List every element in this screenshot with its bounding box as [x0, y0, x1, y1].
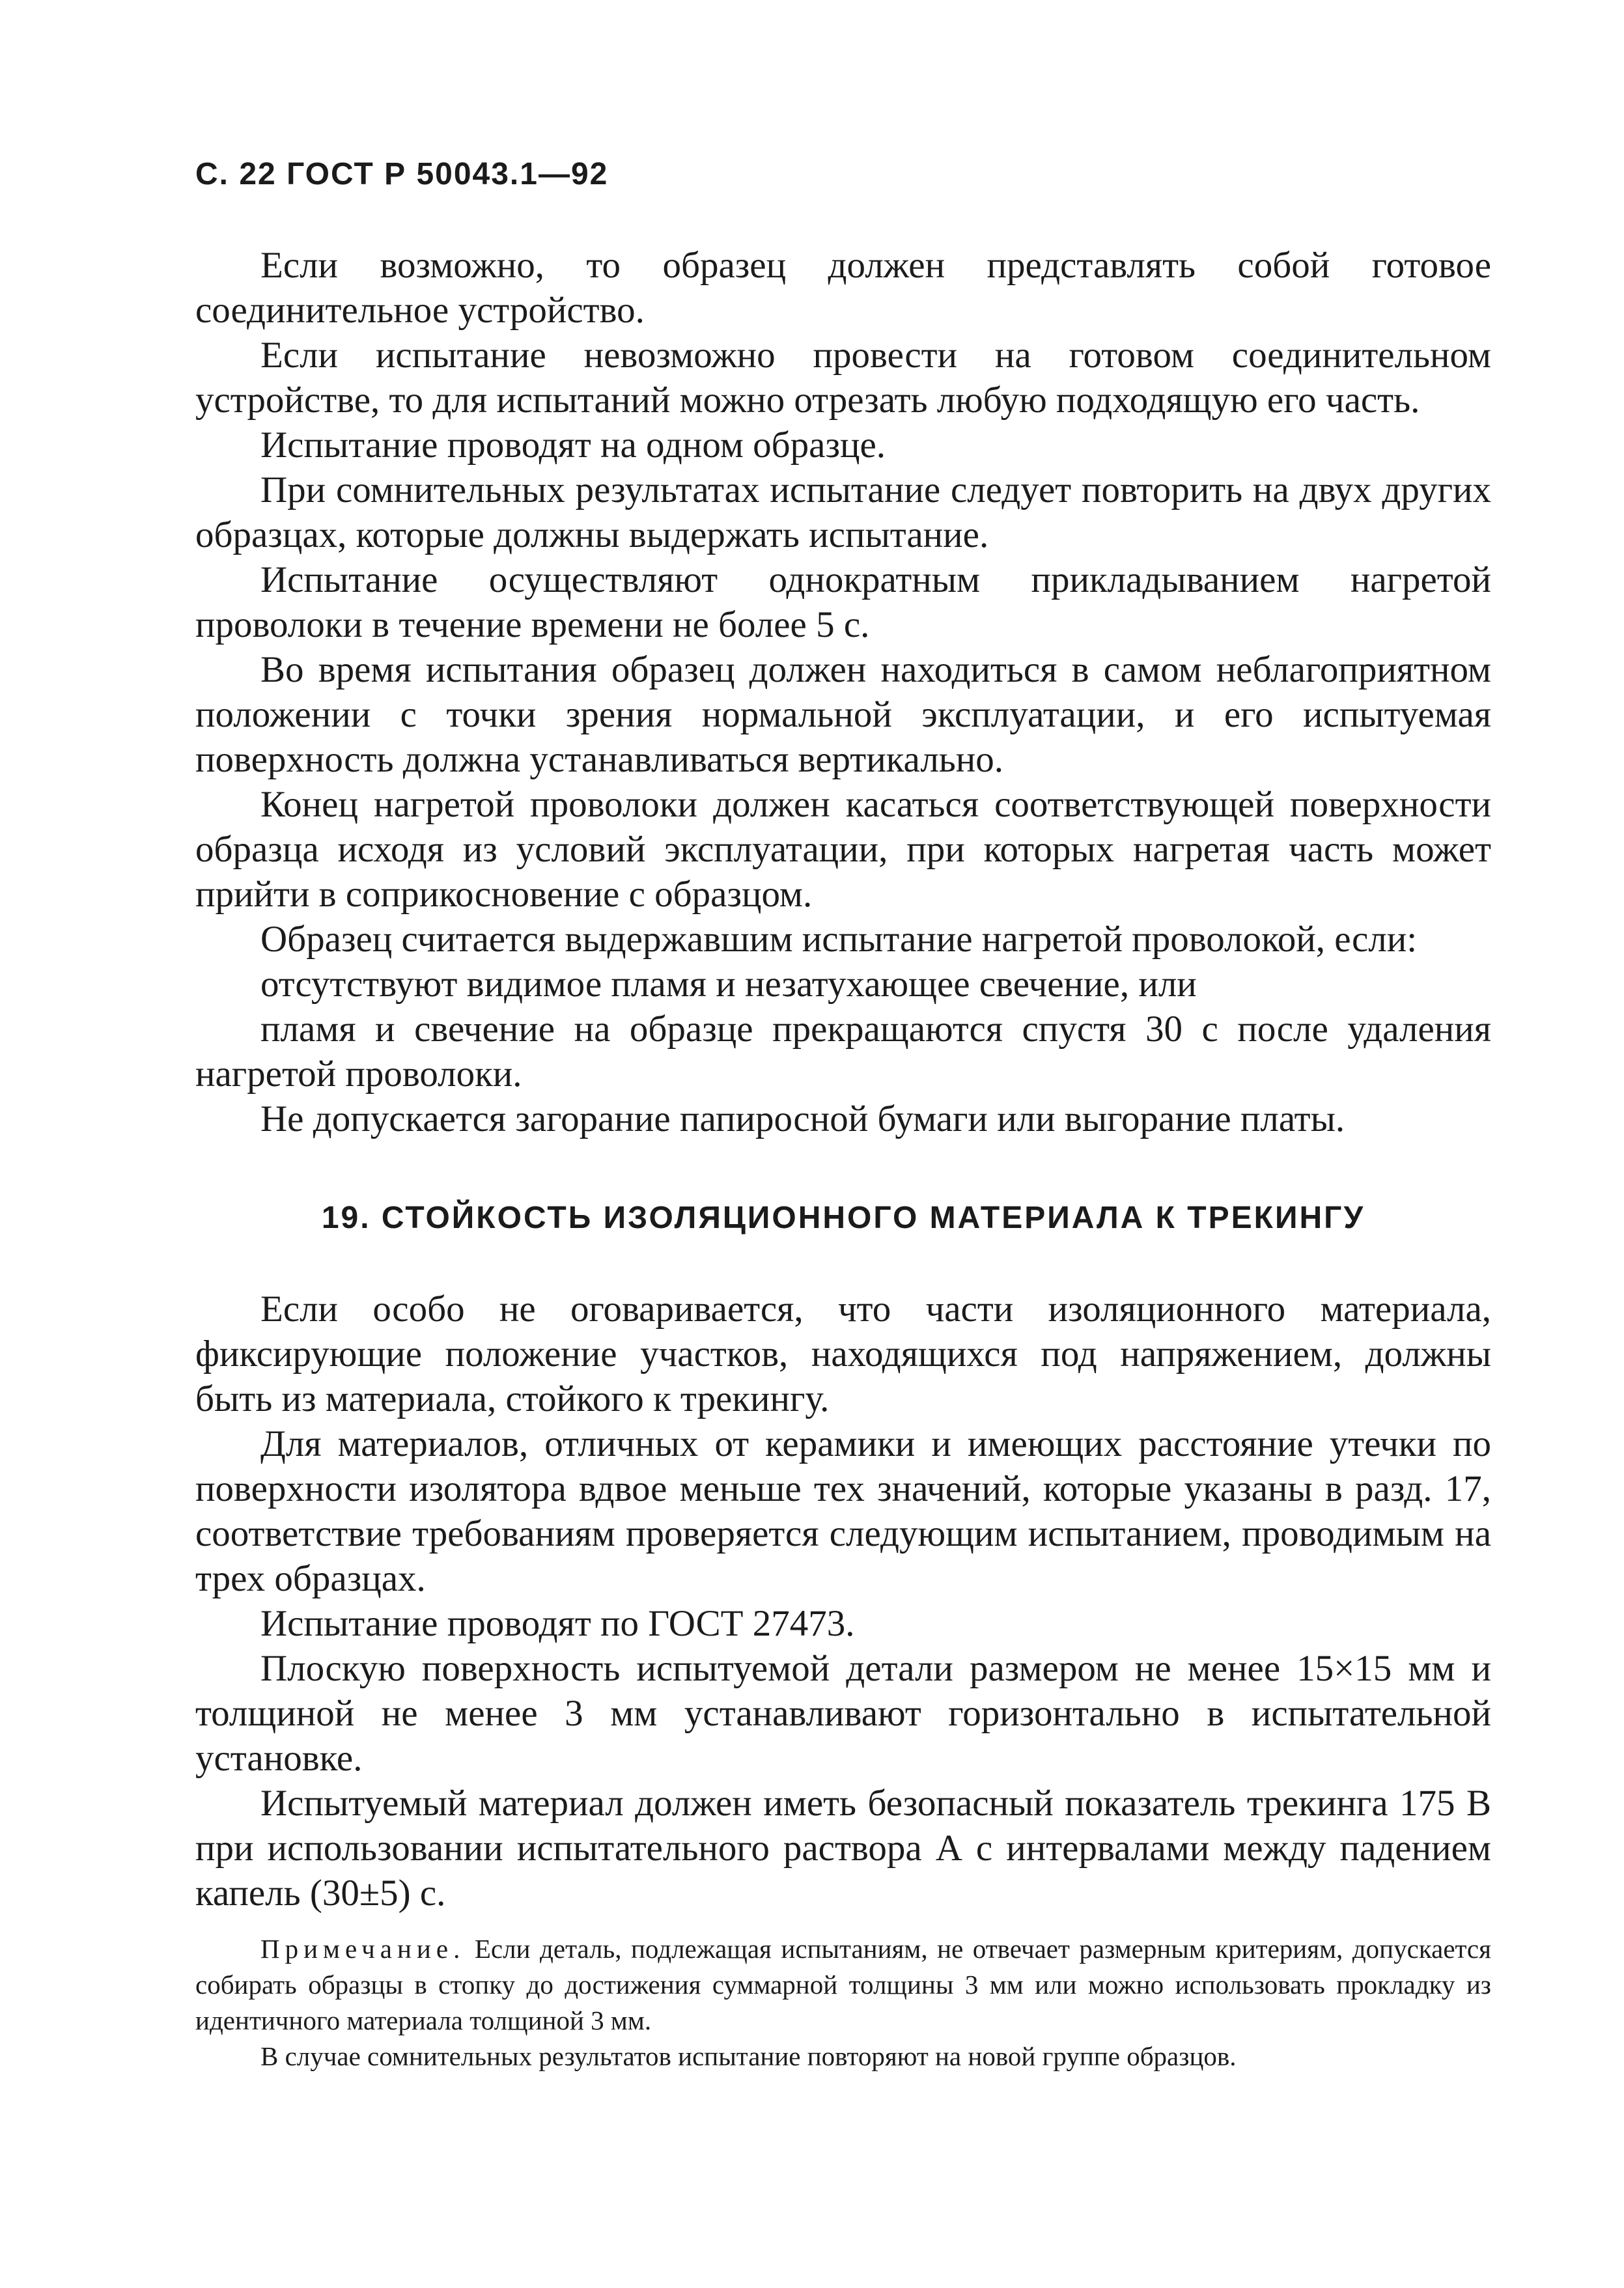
- paragraph: Плоскую поверхность испытуемой детали размером не менее 15×15 мм и толщиной не менее 3 мм устанавливают горизонтально в испытательной установке.: [195, 1648, 1491, 1779]
- paragraph: Если испытание невозможно провести на готовом соединительном устройстве, то для испытаний можно отрезать любую подходящую его часть.: [195, 335, 1491, 421]
- note-label: Примечание.: [260, 1934, 466, 1964]
- paragraph: Образец считается выдержавшим испытание нагретой проволокой, если:: [260, 919, 1418, 960]
- note-continuation: В случае сомнительных результатов испытание повторяют на новой группе образцов.: [260, 2041, 1237, 2071]
- paragraph: Если особо не оговаривается, что части изоляционного материала, фиксирующие положение участков, находящихся под напряжением, должны быть из материала, стойкого к трекингу.: [195, 1289, 1491, 1419]
- document-page: [195, 156, 1491, 2074]
- paragraph: Испытание проводят на одном образце.: [260, 425, 886, 466]
- paragraph: Во время испытания образец должен находиться в самом неблагоприятном положении с точки зрения нормальной эксплуатации, и его испытуемая поверхность должна устанавливаться вертикально.: [195, 649, 1491, 780]
- paragraph: Если возможно, то образец должен представлять собой готовое соединительное устройство.: [195, 245, 1491, 331]
- paragraph: Конец нагретой проволоки должен касаться соответствующей поверхности образца исходя из условий эксплуатации, при которых нагретая часть может прийти в соприкосновение с образцом.: [195, 784, 1491, 915]
- section-title: 19. СТОЙКОСТЬ ИЗОЛЯЦИОННОГО МАТЕРИАЛА К ТРЕКИНГУ: [321, 1201, 1365, 1235]
- paragraph: Испытание проводят по ГОСТ 27473.: [260, 1603, 855, 1644]
- note-text: Если деталь, подлежащая испытаниям, не отвечает размерным критериям, допускается собирать образцы в стопку до достижения суммарной толщины 3 мм или можно использовать прокладку из идентичного материала толщиной 3 мм.: [195, 1934, 1491, 2035]
- paragraph: Испытуемый материал должен иметь безопасный показатель трекинга 175 В при использовании испытательного раствора А с интервалами между падением капель (30±5) с.: [195, 1783, 1491, 1914]
- page-header: С. 22 ГОСТ Р 50043.1—92: [195, 157, 609, 191]
- list-item: пламя и свечение на образце прекращаются спустя 30 с после удаления нагретой проволоки.: [195, 1009, 1491, 1095]
- paragraph: Испытание осуществляют однократным прикладыванием нагретой проволоки в течение времени не более 5 с.: [195, 559, 1491, 645]
- paragraph: Для материалов, отличных от керамики и имеющих расстояние утечки по поверхности изолятора вдвое меньше тех значений, которые указаны в разд. 17, соответствие требованиям проверяется следующим испытанием, проводимым на трех образцах.: [195, 1423, 1491, 1599]
- list-item: отсутствуют видимое пламя и незатухающее свечение, или: [260, 964, 1197, 1005]
- paragraph: При сомнительных результатах испытание следует повторить на двух других образцах, которые должны выдержать испытание.: [195, 469, 1491, 555]
- paragraph: Не допускается загорание папиросной бумаги или выгорание платы.: [260, 1098, 1345, 1139]
- note: [195, 1931, 1491, 2039]
